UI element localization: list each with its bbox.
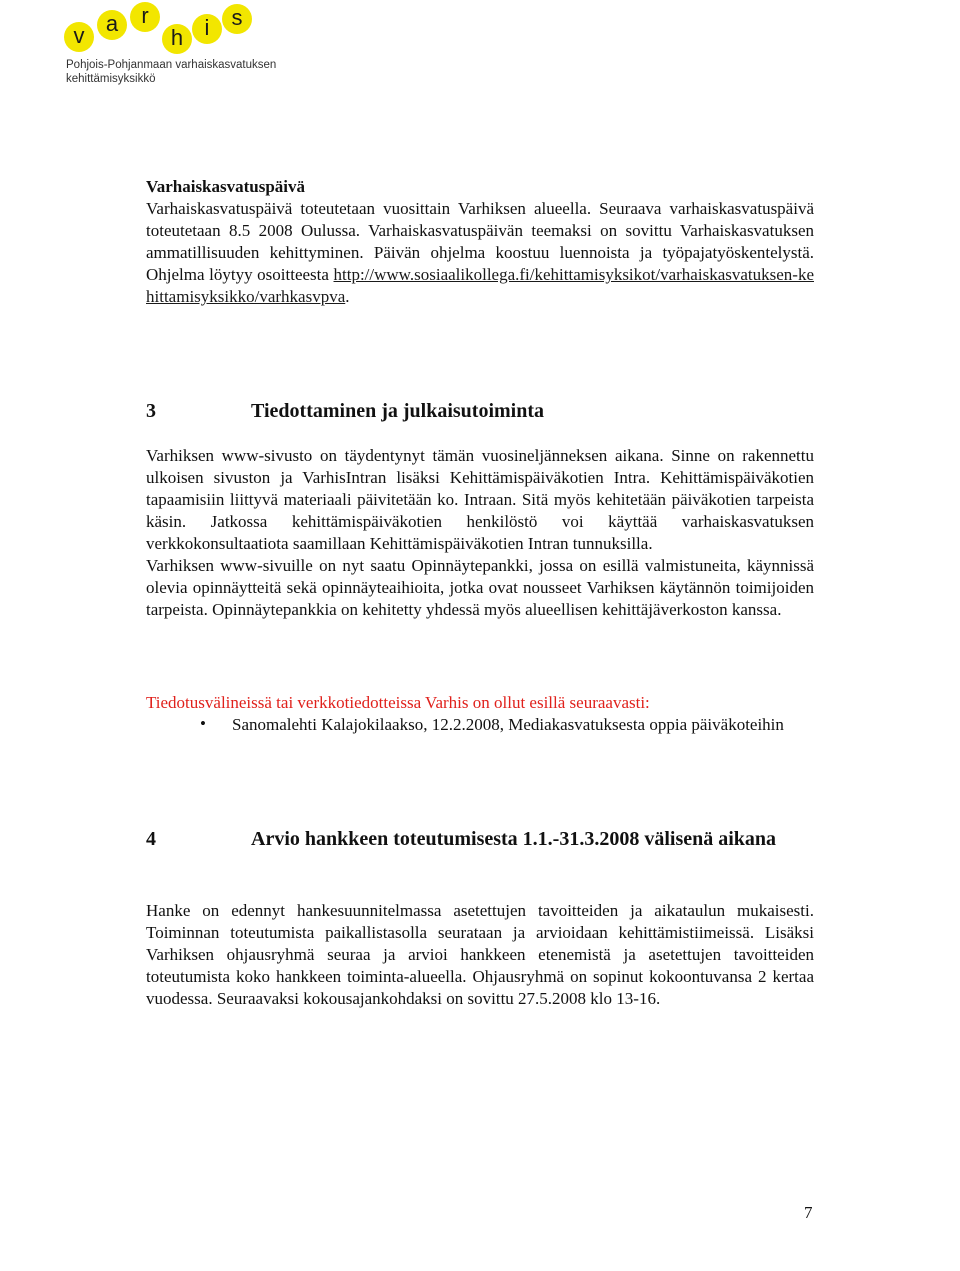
section-title: Arvio hankkeen toteutumisesta 1.1.-31.3.2008 välisenä aikana (251, 828, 777, 850)
section-number: 3 (146, 400, 156, 422)
section-number: 4 (146, 828, 156, 850)
paragraph-text: Varhaiskasvatuspäivä toteutetaan vuosittain Varhiksen alueella. Seuraava varhaiskasvatuspäivä toteutetaan 8.5 2008 Oulussa. Varhaiskasvatuspäivän teemaksi on sovittu Varhaiskasvatuksen ammatillisuuden kehittyminen. Päivän ohjelma koostuu luennoista ja työpajatyöskentelystä. Ohjelma löytyy osoitteesta (146, 199, 814, 284)
section-varhaiskasvatuspaiva (146, 176, 814, 308)
section-paragraph (146, 198, 814, 308)
logo-subtitle-line2: kehittämisyksikkö (66, 73, 156, 85)
section-3-body (146, 445, 814, 621)
paragraph: Hanke on edennyt hankesuunnitelmassa asetettujen tavoitteiden ja aikataulun mukaisesti. Toiminnan toteutumista paikallistasolla seurataan ja arvioidaan kehittämistiimeissä. Lisäksi Varhiksen ohjausryhmä seuraa ja arvioi hankkeen etenemistä ja asetettujen tavoitteiden toteutumista koko hankkeen toiminta-alueella. Ohjausryhmä on sopinut kokoontuvansa 2 kertaa vuodessa. Seuraavaksi kokousajankohdaksi on sovittu 27.5.2008 klo 13-16. (146, 901, 814, 1008)
program-link[interactable]: http://www.sosiaalikollega.fi/kehittamisyksikot/varhaiskasvatuksen-kehittamisyksikko/varhkasvpva (146, 265, 814, 306)
page-number: 7 (804, 1203, 813, 1222)
varhis-logo (64, 3, 277, 88)
logo-letter-v: v (64, 22, 94, 52)
logo-letter-s: s (222, 4, 252, 34)
logo-letter-h: h (162, 24, 192, 54)
logo-letter-r: r (130, 2, 160, 32)
logo-letter-i: i (192, 14, 222, 44)
logo-subtitle-line1: Pohjois-Pohjanmaan varhaiskasvatuksen (66, 59, 277, 71)
section-heading: Varhaiskasvatuspäivä (146, 177, 306, 196)
section-title: Tiedottaminen ja julkaisutoiminta (251, 400, 544, 422)
bullet-icon: • (200, 714, 206, 733)
section-4-body (146, 900, 814, 1010)
paragraph: Varhiksen www-sivuille on nyt saatu Opinnäytepankki, jossa on esillä valmistuneita, käynnissä olevia opinnäytteitä sekä opinnäyteaihioita, jotka ovat nousseet Varhiksen käytännön toimijoiden tarpeista. Opinnäytepankkia on kehitetty yhdessä myös alueellisen kehittäjäverkoston kanssa. (146, 556, 814, 619)
paragraph-end: . (345, 287, 350, 306)
media-list-item: Sanomalehti Kalajokilaakso, 12.2.2008, Mediakasvatuksesta oppia päiväkoteihin (232, 715, 784, 734)
media-heading: Tiedotusvälineissä tai verkkotiedotteissa Varhis on ollut esillä seuraavasti: (146, 693, 650, 712)
paragraph: Varhiksen www-sivusto on täydentynyt tämän vuosineljänneksen aikana. Sinne on rakennettu ulkoisen sivuston ja VarhisIntran lisäksi Kehittämispäiväkotien Intra. Kehittämispäiväkotien tapaamisiin liittyvä materiaali päivitetään ko. Intraan. Sitä myös kehitetään päiväkotien tarpeista käsin. Jatkossa kehittämispäiväkotien henkilöstö voi käyttää varhaiskasvatuksen verkkokonsultaatiota saamillaan Kehittämispäiväkotien Intran tunnuksilla. (146, 446, 814, 553)
logo-letter-a: a (97, 10, 127, 40)
